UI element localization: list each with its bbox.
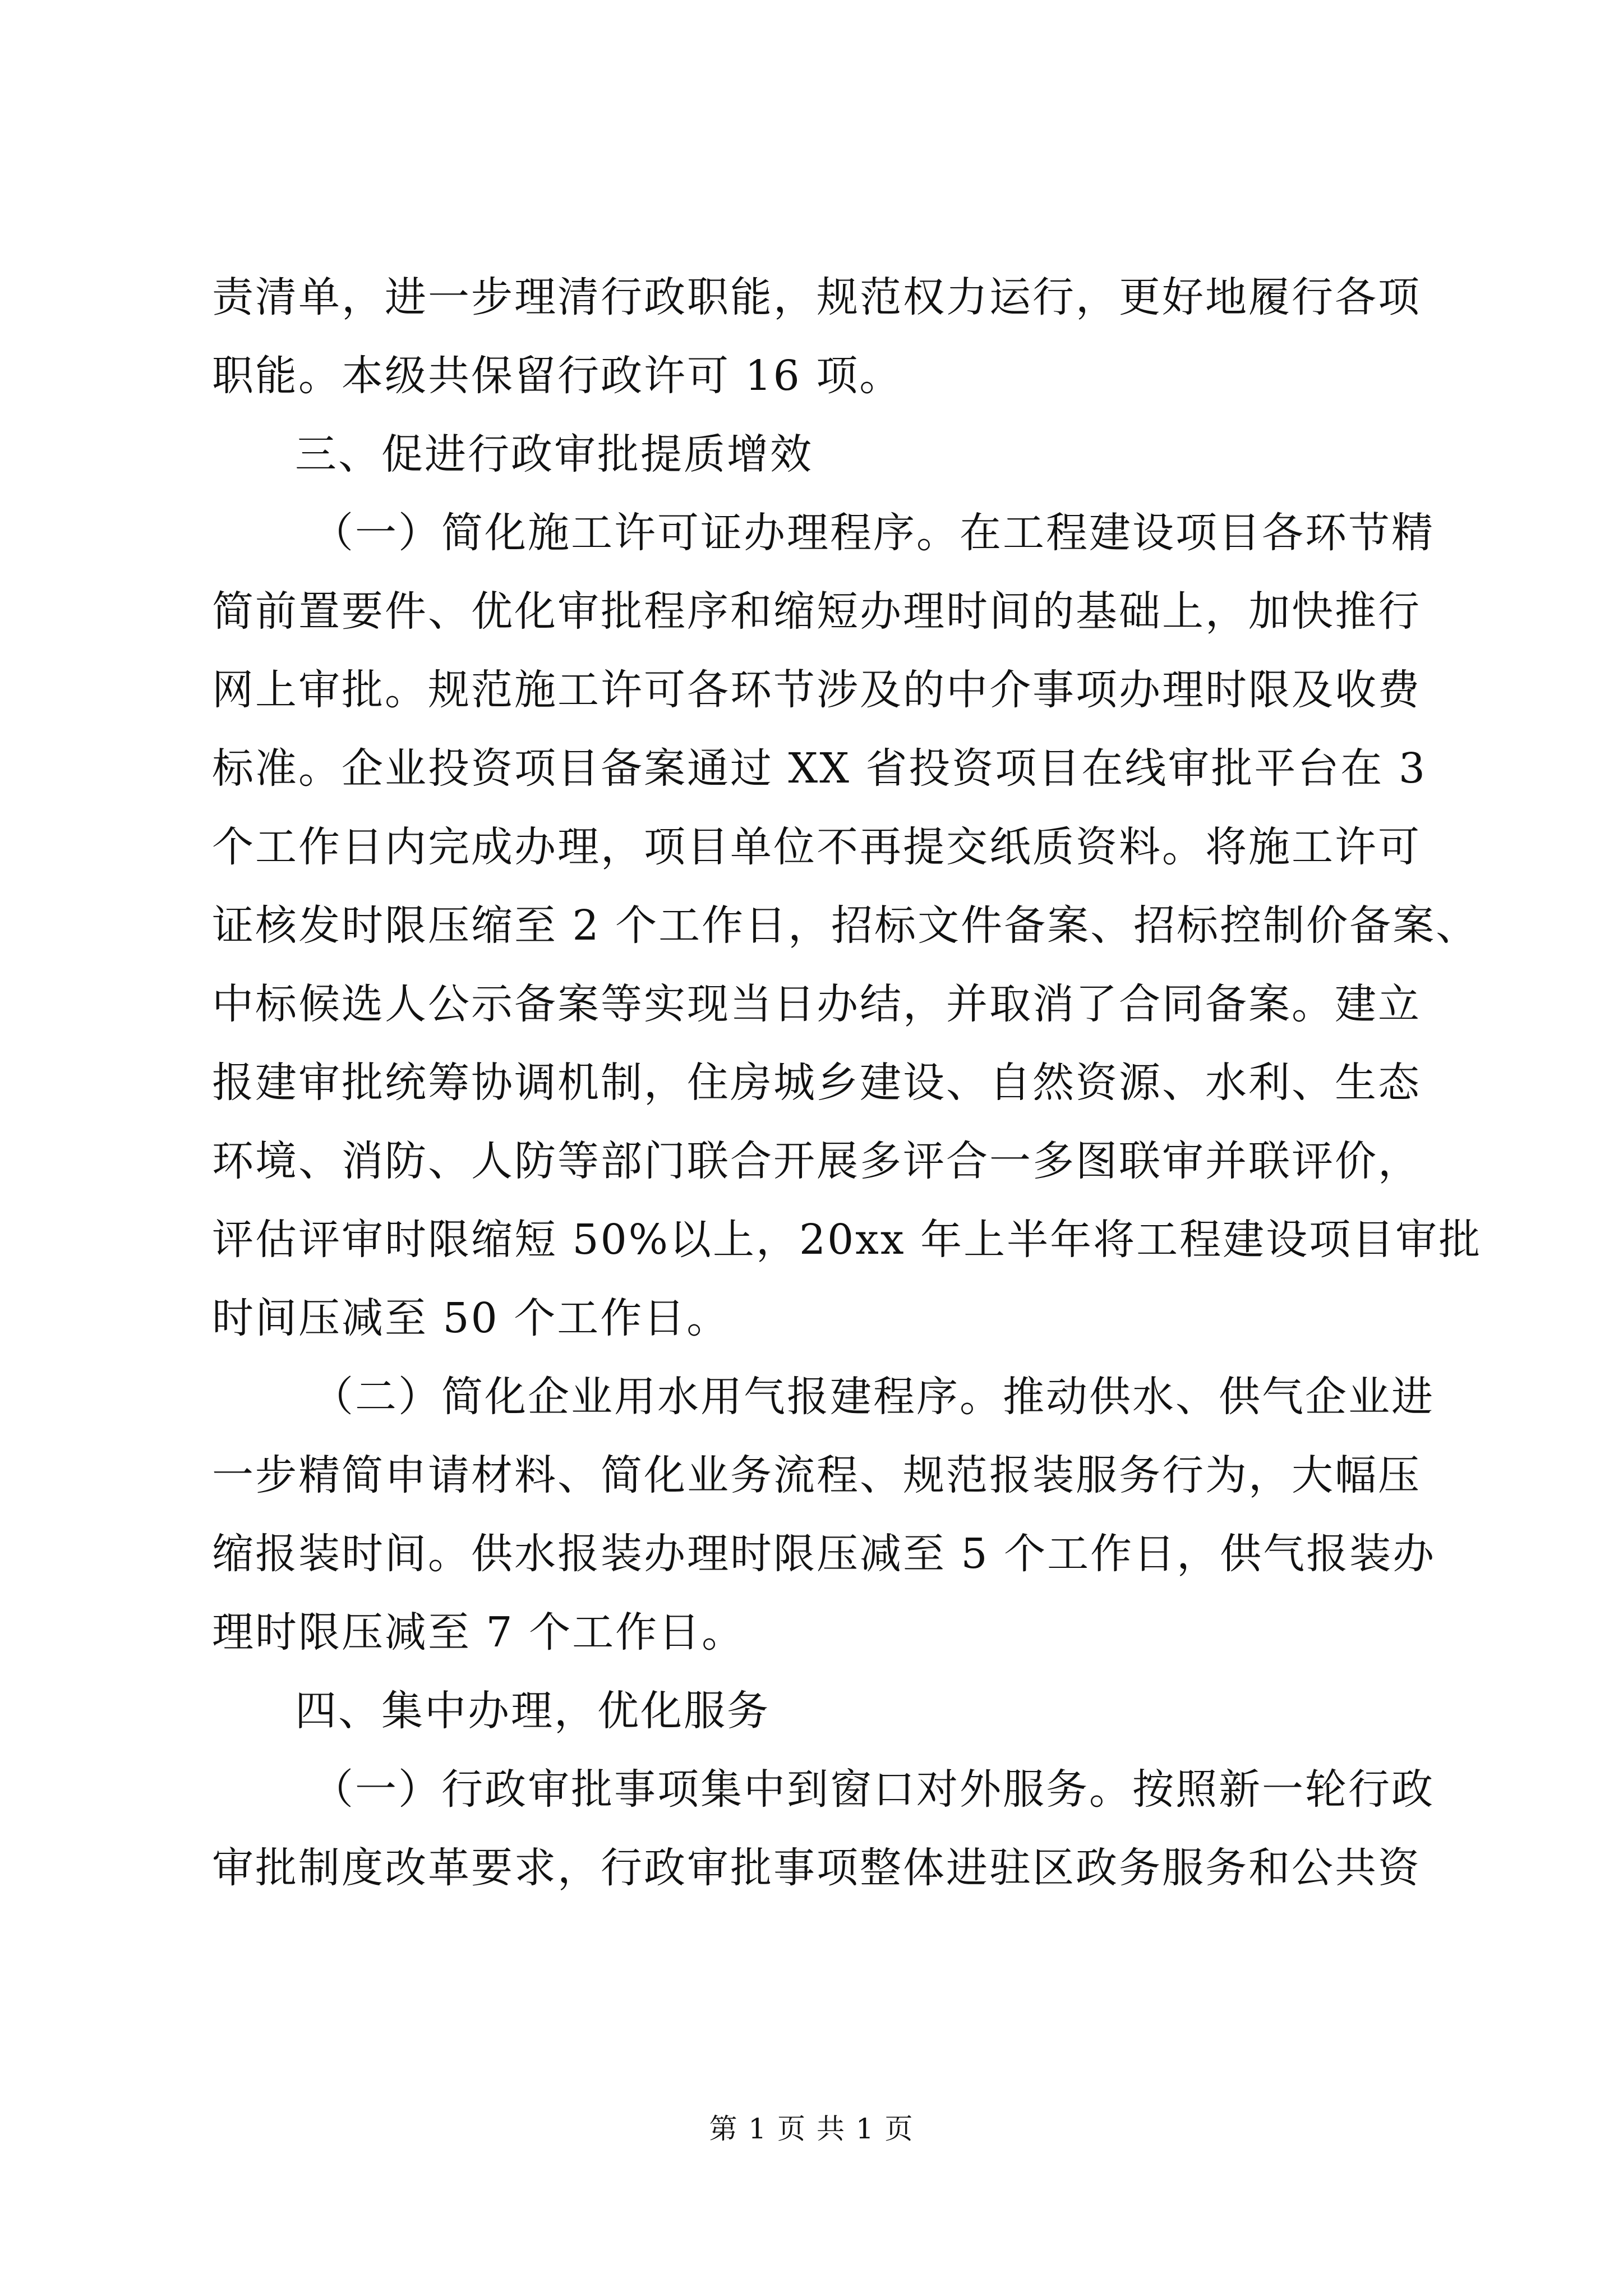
text-line: 责清单，进一步理清行政职能，规范权力运行，更好地履行各项	[212, 273, 1421, 321]
section-heading: 四、集中办理，优化服务	[295, 1687, 770, 1735]
text-line: 报建审批统筹协调机制，住房城乡建设、自然资源、水利、生态	[212, 1059, 1421, 1107]
text-line: 环境、消防、人防等部门联合开展多评合一多图联审并联评价，	[212, 1137, 1421, 1185]
text-line: 一步精简申请材料、简化业务流程、规范报装服务行为，大幅压	[212, 1451, 1421, 1499]
text-line: 个工作日内完成办理，项目单位不再提交纸质资料。将施工许可	[212, 823, 1421, 871]
text-line: 网上审批。规范施工许可各环节涉及的中介事项办理时限及收费	[212, 666, 1421, 714]
paragraph-start: （一）行政审批事项集中到窗口对外服务。按照新一轮行政	[312, 1765, 1435, 1814]
text-line: 中标候选人公示备案等实现当日办结，并取消了合同备案。建立	[212, 980, 1421, 1028]
text-line: 简前置要件、优化审批程序和缩短办理时间的基础上，加快推行	[212, 587, 1421, 636]
section-heading: 三、促进行政审批提质增效	[295, 430, 813, 478]
text-line: 职能。本级共保留行政许可 16 项。	[212, 352, 903, 400]
paragraph-start: （一）简化施工许可证办理程序。在工程建设项目各环节精	[312, 509, 1435, 557]
text-line: 证核发时限压缩至 2 个工作日，招标文件备案、招标控制价备案、	[212, 901, 1479, 950]
text-line: 理时限压减至 7 个工作日。	[212, 1608, 745, 1657]
text-line: 评估评审时限缩短 50%以上，20xx 年上半年将工程建设项目审批	[212, 1216, 1482, 1264]
document-body	[212, 258, 1482, 1907]
text-line: 缩报装时间。供水报装办理时限压减至 5 个工作日，供气报装办	[212, 1530, 1436, 1578]
text-line: 审批制度改革要求，行政审批事项整体进驻区政务服务和公共资	[212, 1844, 1421, 1892]
text-line: 时间压减至 50 个工作日。	[212, 1294, 730, 1342]
page-footer: 第 1 页 共 1 页	[709, 2113, 914, 2145]
text-line: 标准。企业投资项目备案通过 XX 省投资项目在线审批平台在 3	[212, 744, 1427, 793]
paragraph-start: （二）简化企业用水用气报建程序。推动供水、供气企业进	[312, 1373, 1435, 1421]
